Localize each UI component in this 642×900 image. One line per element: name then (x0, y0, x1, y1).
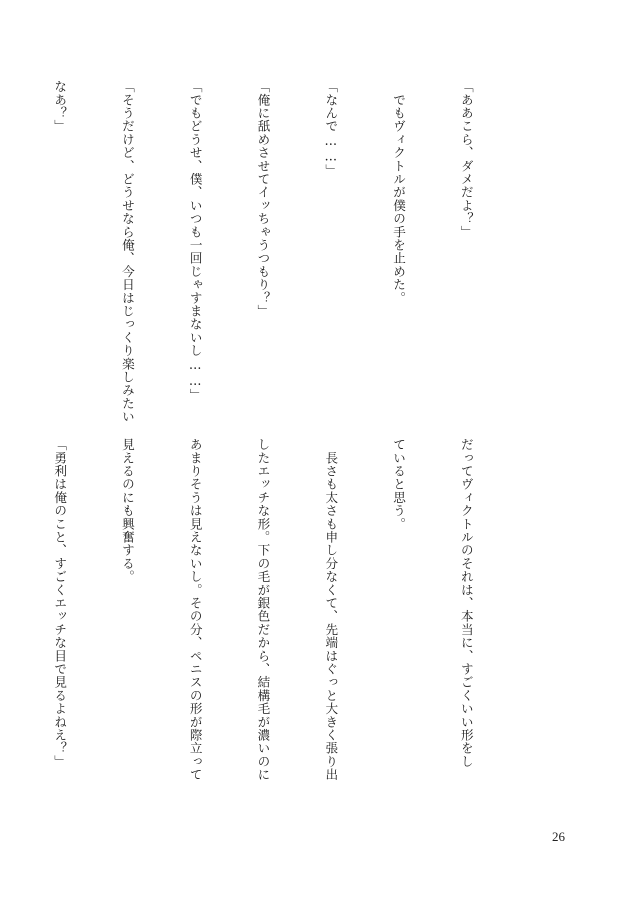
text-line: だってヴィクトルのそれは、本当に、すごくいい形をし (458, 438, 474, 768)
text-line (0, 80, 2, 414)
text-line: したエッチな形。下の毛が銀色だから、結構毛が濃いのに (255, 438, 271, 782)
text-line: 長さも太さも申し分なくて、先端はぐっと大きく張り出 (323, 438, 339, 782)
text-line: 「勇利は俺のこと、すごくエッチな目で見るよねえ？」 (52, 438, 68, 768)
text-block-top (52, 80, 522, 424)
text-line: なあ？」 (52, 80, 68, 133)
text-line: あまりそうは見えないし。その分、ペニスの形が際立って (187, 438, 203, 782)
text-line: 「でもどうせ、僕、いつも一回じゃすまないし……」 (187, 80, 203, 402)
text-line: 「なんで……」 (323, 80, 339, 178)
text-line: 「そうだけど、どうせなら俺、今日はじっくり楽しみたい (119, 80, 135, 424)
text-line (0, 438, 2, 772)
text-block-bottom (52, 438, 522, 782)
text-line: 「俺に舐めさせてイッちゃうつもり？」 (255, 80, 271, 318)
text-line: 「ああこら、ダメだよ？」 (458, 80, 474, 239)
text-line: 見えるのにも興奮する。 (119, 438, 135, 584)
text-line: でもヴィクトルが僕の手を止めた。 (391, 80, 407, 305)
text-line: ていると思う。 (391, 438, 407, 531)
page-number: 26 (552, 829, 565, 844)
